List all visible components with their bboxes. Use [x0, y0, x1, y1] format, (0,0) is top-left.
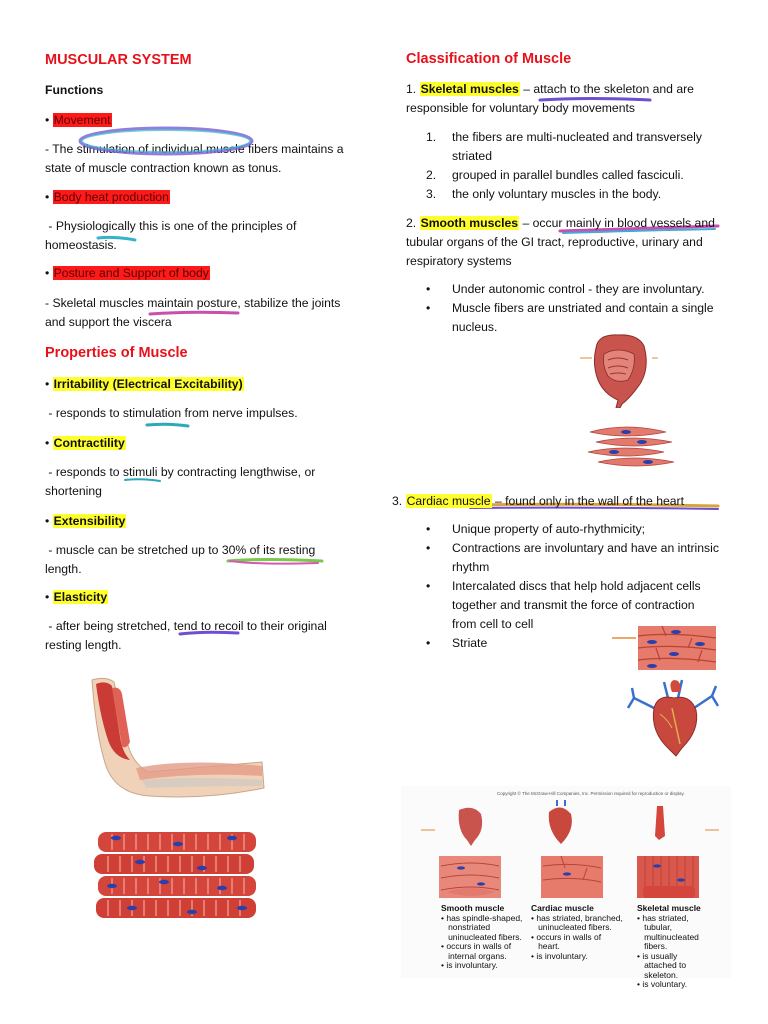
smooth-muscle-fibers: [586, 424, 676, 472]
caption-line: • has spindle-shaped,: [441, 912, 523, 923]
property-label-irritability: Irritability (Electrical Excitability): [53, 377, 243, 391]
function-body-heat-text: - Physiologically this is one of the principles of homeostasis.: [45, 219, 300, 252]
cardiac-label: Cardiac muscle: [406, 494, 491, 508]
caption-line: • is usually: [637, 950, 678, 961]
list-item: [426, 128, 726, 166]
caption-skeletal-title: Skeletal muscle: [637, 903, 701, 913]
caption-smooth-title: Smooth muscle: [441, 903, 505, 913]
smooth-label: Smooth muscles: [420, 216, 519, 230]
function-body-heat: [45, 188, 375, 207]
property-label-elasticity: Elasticity: [53, 590, 108, 604]
caption-cardiac: [531, 904, 631, 961]
bullet: •: [45, 590, 53, 604]
bullet: •: [45, 266, 53, 280]
bullet: •: [45, 113, 53, 127]
list-item: • Muscle fibers are unstriated and contain a single nucleus.: [426, 299, 726, 337]
skeletal-label: Skeletal muscles: [420, 82, 519, 96]
skeletal-list: [426, 128, 726, 204]
smooth-list: [426, 280, 726, 337]
caption-skeletal: [637, 904, 727, 990]
caption-line: • is involuntary.: [441, 960, 498, 970]
function-posture: [45, 264, 375, 283]
caption-line: • has striated,: [637, 912, 689, 923]
property-contractility: [45, 434, 126, 453]
skeletal-paragraph: [406, 80, 726, 118]
properties-heading: Properties of Muscle: [45, 345, 188, 361]
function-movement: [45, 111, 375, 130]
caption-line: tubular,: [637, 922, 672, 932]
property-label-extensibility: Extensibility: [53, 514, 126, 528]
caption-line: • has striated, branched,: [531, 912, 623, 923]
function-movement-text: - The stimulation of individual muscle fibers maintains a state of muscle contraction known as tonus.: [45, 142, 344, 175]
caption-line: multinucleated: [637, 931, 699, 942]
caption-line: internal organs.: [441, 950, 507, 961]
caption-line: • is voluntary.: [637, 979, 688, 989]
smooth-paragraph: [406, 214, 726, 271]
page-title: MUSCULAR SYSTEM: [45, 52, 192, 68]
bullet: •: [45, 377, 53, 391]
list-number: 2.: [426, 168, 437, 182]
property-irritability-text: - responds to stimulation from nerve impulses.: [45, 406, 298, 420]
function-label-posture: Posture and Support of body: [53, 266, 209, 280]
property-elasticity-text: - after being stretched, tend to recoil to their original resting length.: [45, 619, 331, 652]
smooth-text: – occur mainly in blood vessels and tubular organs of the GI tract, reproductive, urinary and respiratory systems: [406, 216, 715, 268]
list-item: • Under autonomic control - they are involuntary.: [426, 280, 726, 299]
caption-smooth: [441, 904, 533, 971]
list-item: [426, 185, 726, 204]
property-label-contractility: Contractility: [53, 436, 125, 450]
property-extensibility: [45, 512, 126, 531]
function-posture-text: - Skeletal muscles maintain posture, stabilize the joints and support the viscera: [45, 296, 341, 329]
property-elasticity: [45, 588, 108, 607]
list-item: [426, 166, 726, 185]
list-text: grouped in parallel bundles called fasciculi.: [452, 168, 684, 182]
caption-cardiac-title: Cardiac muscle: [531, 903, 594, 913]
smooth-prefix: 2.: [406, 216, 420, 230]
list-item: • Intercalated discs that help hold adjacent cells together and transmit the force of contraction from cell to cell: [426, 577, 722, 634]
caption-line: heart.: [531, 941, 560, 951]
skeletal-prefix: 1.: [406, 82, 420, 96]
bullet: •: [45, 436, 53, 450]
cardiac-prefix: 3.: [392, 494, 406, 508]
cardiac-paragraph: [392, 492, 722, 511]
skeletal-muscle-fibers: [92, 828, 262, 920]
skeletal-text: – attach to the skeleton and are responsible for voluntary body movements: [406, 82, 694, 115]
function-label-movement: Movement: [53, 113, 111, 127]
list-number: 1.: [426, 130, 437, 144]
bullet: •: [45, 514, 53, 528]
heart-illustration: [624, 678, 724, 758]
muscle-comparison-figure: [401, 786, 731, 989]
caption-line: attached to: [637, 960, 687, 970]
caption-line: uninucleated fibers.: [441, 931, 522, 942]
caption-line: fibers.: [637, 941, 668, 951]
cardiac-text: – found only in the wall of the heart: [491, 494, 684, 508]
caption-line: nonstriated: [441, 922, 491, 932]
comparison-fibers: [401, 882, 731, 902]
bullet: •: [45, 190, 53, 204]
cardiac-muscle-fibers: [612, 624, 718, 672]
function-label-body-heat: Body heat production: [53, 190, 169, 204]
caption-line: • occurs in walls of: [531, 931, 602, 942]
classification-heading: Classification of Muscle: [406, 51, 572, 67]
list-text: the fibers are multi-nucleated and transversely striated: [452, 130, 702, 163]
intestine-illustration: [578, 328, 658, 408]
list-item: • Contractions are involuntary and have an intrinsic rhythm: [426, 539, 722, 577]
property-irritability: [45, 375, 244, 394]
caption-line: • is involuntary.: [531, 950, 588, 961]
arm-illustration: [86, 676, 266, 802]
functions-heading: Functions: [45, 83, 104, 97]
caption-line: uninucleated fibers.: [531, 922, 612, 932]
list-item: • Unique property of auto-rhythmicity;: [426, 520, 722, 539]
caption-line: • occurs in walls of: [441, 941, 512, 951]
list-number: 3.: [426, 187, 437, 201]
caption-line: skeleton.: [637, 969, 679, 980]
list-text: the only voluntary muscles in the body.: [452, 187, 662, 201]
list-item: • Striate: [426, 634, 722, 653]
property-extensibility-text: - muscle can be stretched up to 30% of its resting length.: [45, 543, 319, 576]
figure-copyright: Copyright © The McGraw-Hill Companies, Inc. Permission required for reproduction or display.: [497, 791, 685, 796]
property-contractility-text: - responds to stimuli by contracting lengthwise, or shortening: [45, 465, 319, 498]
